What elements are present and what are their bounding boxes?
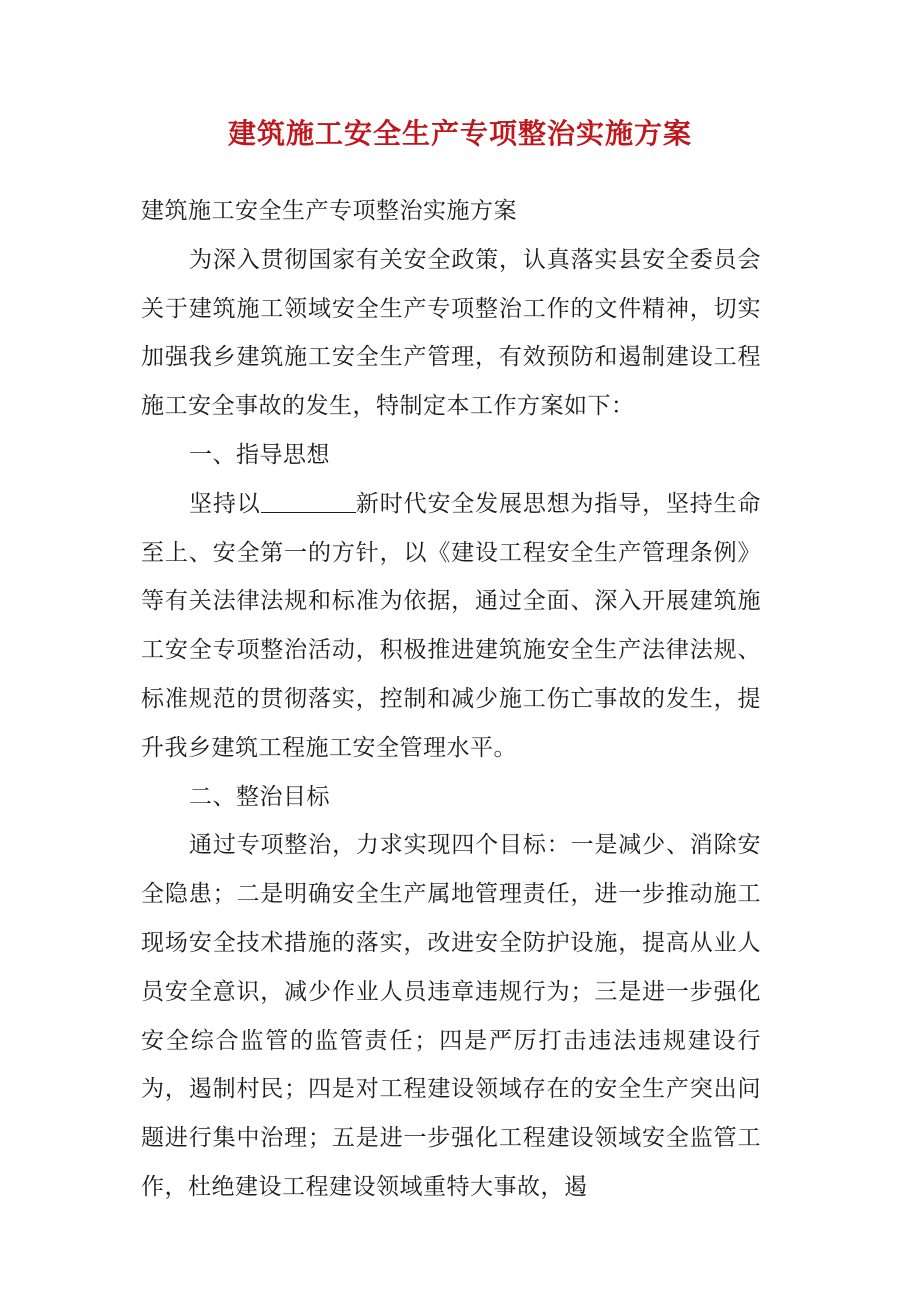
intro-paragraph: 为深入贯彻国家有关安全政策，认真落实县安全委员会关于建筑施工领域安全生产专项整治工作的文件精神，切实加强我乡建筑施工安全生产管理，有效预防和遏制建设工程施工安全事故的发生，特制定本工作方案如下： bbox=[141, 246, 761, 420]
guiding-ideology-text-rest: 新时代安全发展思想为指导，坚持生命至上、安全第一的方针，以《建设工程安全生产管理条例》等有关法律法规和标准为依据，通过全面、深入开展建筑施工安全专项整治活动，积极推进建筑施安全生产法律法规、标准规范的贯彻落实，控制和减少施工伤亡事故的发生，提升我乡建筑工程施工安全管理水平。 bbox=[141, 490, 762, 761]
document-subtitle: 建筑施工安全生产专项整治实施方案 bbox=[141, 198, 517, 224]
guiding-ideology-text-start: 坚持以 bbox=[189, 490, 261, 517]
section-heading-goals: 二、整治目标 bbox=[189, 783, 330, 810]
document-title: 建筑施工安全生产专项整治实施方案 bbox=[227, 117, 692, 150]
guiding-ideology-paragraph bbox=[141, 480, 761, 773]
goals-paragraph: 通过专项整治，力求实现四个目标：一是减少、消除安全隐患；二是明确安全生产属地管理责任，进一步推动施工现场安全技术措施的落实，改进安全防护设施，提高从业人员安全意识，减少作业人员违章违规行为；三是进一步强化安全综合监管的监管责任；四是严厉打击违法违规建设行为，遏制村民；四是对工程建设领域存在的安全生产突出问题进行集中治理；五是进一步强化工程建设领域安全监管工作，杜绝建设工程建设领域重特大事故，遏 bbox=[141, 832, 761, 1200]
section-heading-guiding-ideology: 一、指导思想 bbox=[189, 441, 330, 468]
document-body bbox=[141, 187, 761, 1212]
fill-in-blank bbox=[261, 489, 356, 513]
